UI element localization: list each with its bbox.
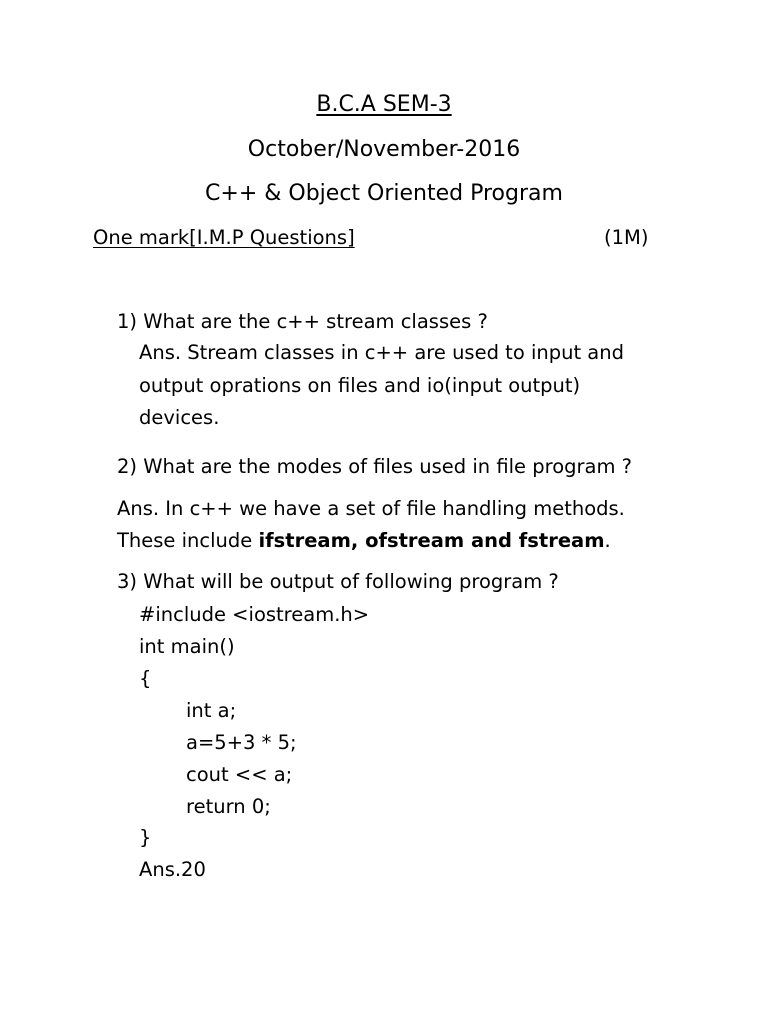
code-line-1: #include <iostream.h> (139, 603, 370, 626)
code-line-5: a=5+3 * 5; (186, 731, 297, 754)
answer-2-prefix: These include (117, 529, 259, 552)
answer-2-suffix: . (604, 529, 611, 552)
answer-2-bold-terms: ifstream, ofstream and fstream (258, 529, 605, 552)
answer-1-line-3: devices. (139, 406, 220, 429)
code-line-6: cout << a; (186, 763, 293, 786)
section-label: One mark[I.M.P Questions] (93, 226, 355, 249)
answer-2-line-2 (117, 531, 611, 551)
code-line-2: int main() (139, 635, 235, 658)
code-line-4: int a; (186, 699, 237, 722)
course-title (0, 94, 768, 116)
course-title-text: B.C.A SEM-3 (316, 92, 452, 117)
session-title: October/November-2016 (247, 137, 521, 162)
answer-1-line-2: output oprations on files and io(input output) (139, 374, 581, 397)
code-line-8: } (139, 826, 152, 849)
section-marks: (1M) (604, 226, 649, 249)
answer-2-line-1: Ans. In c++ we have a set of file handling methods. (117, 497, 625, 520)
code-line-7: return 0; (186, 795, 271, 818)
code-line-3: { (139, 667, 152, 690)
subject-title: C++ & Object Oriented Program (205, 181, 563, 206)
question-1: 1) What are the c++ stream classes ? (117, 310, 488, 333)
question-3: 3) What will be output of following program ? (117, 570, 559, 593)
answer-1-line-1: Ans. Stream classes in c++ are used to input and (139, 341, 624, 364)
question-2: 2) What are the modes of files used in file program ? (117, 455, 633, 478)
answer-3: Ans.20 (139, 858, 206, 881)
